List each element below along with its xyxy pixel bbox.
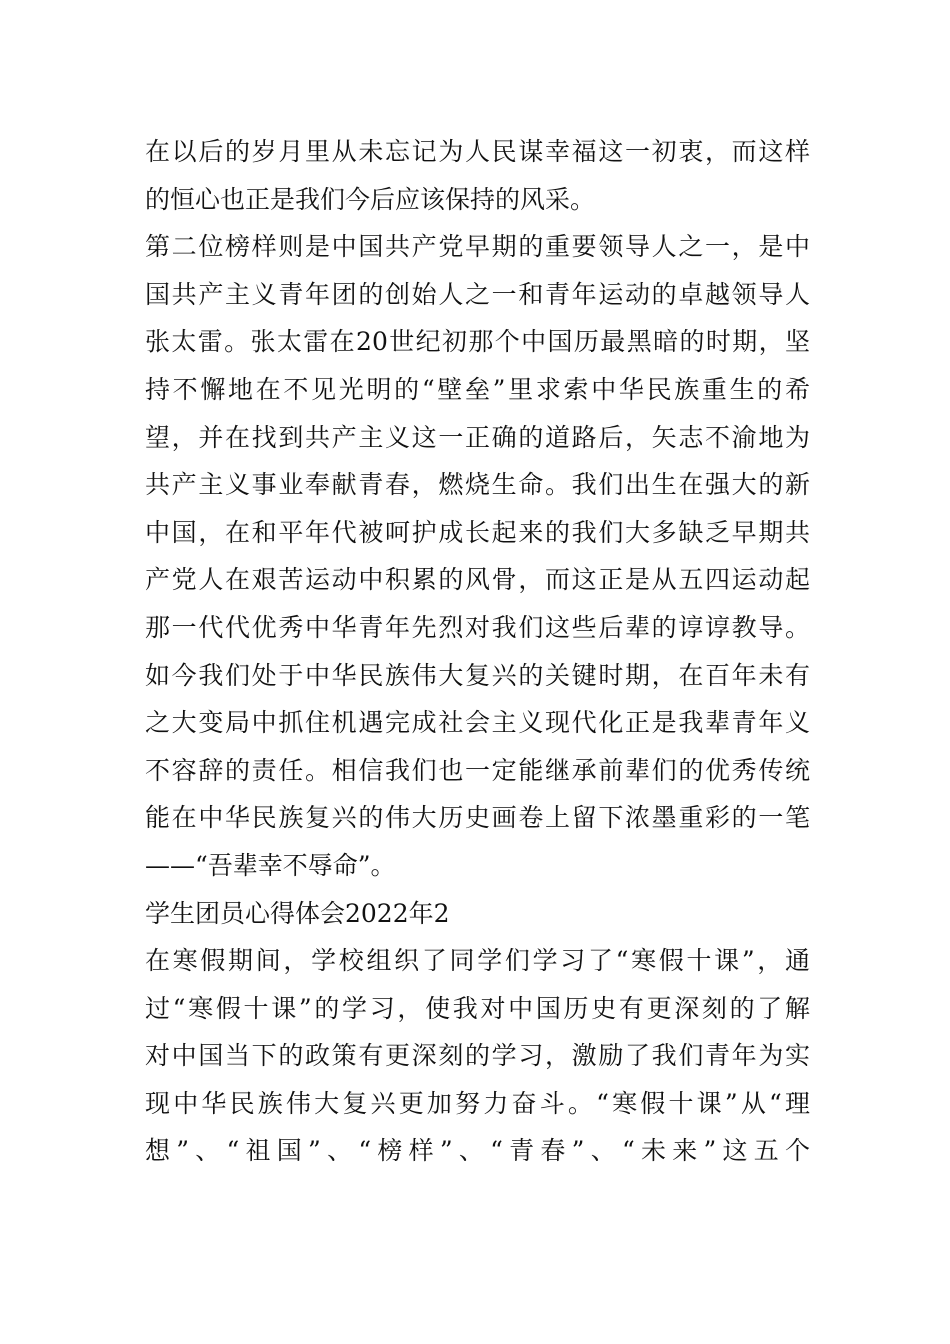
body-text	[145, 128, 810, 1175]
text-line: 那一代代优秀中华青年先烈对我们这些后辈的谆谆教导。	[145, 612, 810, 642]
text-line: 能在中华民族复兴的伟大历史画卷上留下浓墨重彩的一笔	[145, 803, 810, 833]
text-line: 之大变局中抓住机遇完成社会主义现代化正是我辈青年义	[145, 708, 810, 738]
text-line: 现中华民族伟大复兴更加努力奋斗。“寒假十课”从“理	[145, 1088, 810, 1118]
text-line: 对中国当下的政策有更深刻的学习，激励了我们青年为实	[145, 1041, 810, 1071]
text-line: 想”、“祖国”、“榜样”、“青春”、“未来”这五个	[145, 1136, 810, 1166]
text-line: 中国，在和平年代被呵护成长起来的我们大多缺乏早期共	[145, 517, 810, 547]
text-line: 国共产主义青年团的创始人之一和青年运动的卓越领导人	[145, 279, 810, 309]
text-line: 过“寒假十课”的学习，使我对中国历史有更深刻的了解	[145, 993, 810, 1023]
text-line: 持不懈地在不见光明的“壁垒”里求索中华民族重生的希	[145, 374, 810, 404]
text-line: 如今我们处于中华民族伟大复兴的关键时期，在百年未有	[145, 660, 810, 690]
text-line: ——“吾辈幸不辱命”。	[145, 850, 396, 880]
text-line: 产党人在艰苦运动中积累的风骨，而这正是从五四运动起	[145, 565, 810, 595]
text-line: 的恒心也正是我们今后应该保持的风采。	[145, 184, 596, 214]
text-line: 望，并在找到共产主义这一正确的道路后，矢志不渝地为	[145, 422, 810, 452]
text-line: 在寒假期间，学校组织了同学们学习了“寒假十课”，通	[145, 946, 810, 976]
text-line: 张太雷。张太雷在20世纪初那个中国历最黑暗的时期，坚	[145, 327, 810, 357]
text-line: 不容辞的责任。相信我们也一定能继承前辈们的优秀传统	[145, 755, 810, 785]
text-line: 共产主义事业奉献青春，燃烧生命。我们出生在强大的新	[145, 470, 810, 500]
section-heading: 学生团员心得体会2022年2	[145, 898, 450, 928]
text-line: 在以后的岁月里从未忘记为人民谋幸福这一初衷，而这样	[145, 137, 810, 166]
text-line: 第二位榜样则是中国共产党早期的重要领导人之一，是中	[145, 232, 810, 262]
